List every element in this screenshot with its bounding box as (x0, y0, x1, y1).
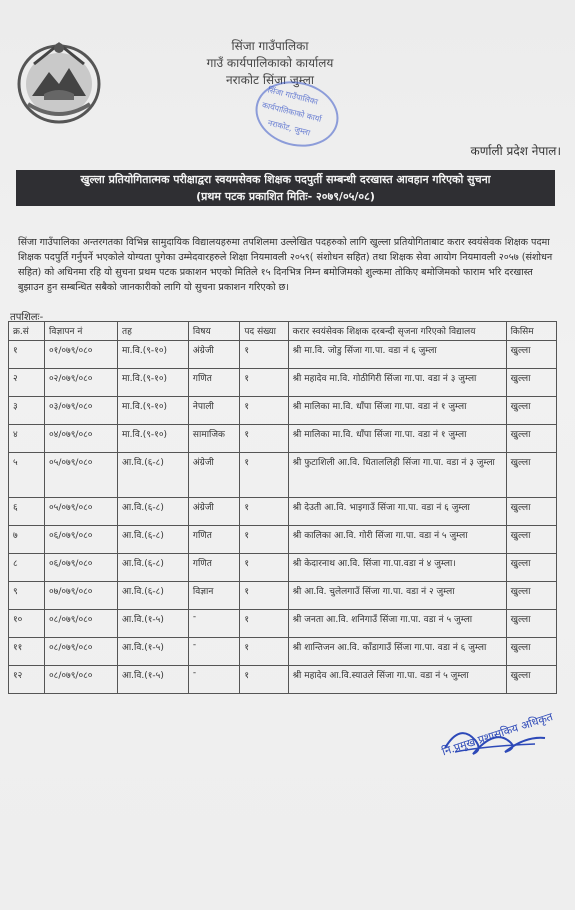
office-name: गाउँ कार्यपालिकाको कार्यालय (206, 56, 334, 70)
table-row: १० ०८/०७९/०८० आ.वि.(१-५) - १ श्री जनता आ.वि. शनिगाउँ सिंजा गा.पा. वडा नं ५ जुम्ला खुल्ला (9, 610, 557, 638)
table-row: १२ ०८/०७९/०८० आ.वि.(१-५) - १ श्री महादेव आ.वि.स्याउले सिंजा गा.पा. वडा नं ५ जुम्ला खुल्ला (9, 666, 557, 694)
table-row: ९ ०७/०७९/०८० आ.वि.(६-८) विज्ञान १ श्री आ.वि. चुलेलगाउँ सिंजा गा.पा. वडा नं २ जुम्ला खुल्ला (9, 582, 557, 610)
signatory-title: नि.प्रमुख प्रशासकिय अधिकृत (440, 710, 555, 759)
table-row: ८ ०६/०७९/०८० आ.वि.(६-८) गणित १ श्री केदारनाथ आ.वि. सिंजा गा.पा.वडा नं ४ जुम्ला। खुल्ला (9, 554, 557, 582)
table-row: २ ०२/०७९/०८० मा.वि.(९-१०) गणित १ श्री महादेव मा.वि. गोठीगिरी सिंजा गा.पा. वडा नं ३ जुम्ला खुल्ला (9, 369, 557, 397)
office-header (170, 38, 370, 89)
municipality-name: सिंजा गाउँपालिका (231, 39, 309, 53)
notice-title: खुल्ला प्रतियोगितात्मक परीक्षाद्वरा स्वयमसेवक शिक्षक पदपुर्ती सम्बन्धी दरखास्त आवहान गरिएको सुचना (80, 173, 491, 186)
vacancy-table (8, 321, 557, 694)
office-stamp: सिंजा गाउँपालिका कार्यपालिकाको कार्या नराकोट, जुम्ला (249, 73, 346, 155)
col-serial: क्र.सं (9, 322, 45, 341)
province-name: कर्णाली प्रदेश नेपाल। (470, 144, 561, 158)
table-row: ४ ०४/०७९/०८० मा.वि.(९-१०) सामाजिक १ श्री मालिका मा.वि. धाँपा सिंजा गा.पा. वडा नं १ जुम्ला खुल्ला (9, 425, 557, 453)
table-row: ७ ०६/०७९/०८० आ.वि.(६-८) गणित १ श्री कालिका आ.वि. गोरी सिंजा गा.पा. वडा नं ५ जुम्ला खुल्ला (9, 526, 557, 554)
col-post-count: पद संख्या (240, 322, 288, 341)
notice-subtitle: (प्रथम पटक प्रकाशित मितिः- २०७९/०५/०८) (196, 190, 375, 203)
col-level: तह (117, 322, 188, 341)
table-row: ५ ०५/०७९/०८० आ.वि.(६-८) अंग्रेजी १ श्री फुटाशिली आ.वि. धिताललिही सिंजा गा.पा. वडा नं ३ जुम्ला खुल्ला (9, 453, 557, 498)
details-label: तपशिलः- (10, 312, 44, 323)
col-subject: विषय (188, 322, 239, 341)
notice-body: सिंजा गाउँपालिका अन्तरगतका विभिन्न सामुदायिक विद्यालयहरुमा तपशिलमा उल्लेखित पदहरुको लागि खुल्ला प्रतियोगिताबाट करार स्वयंसेवक शिक्षक पदमा शिक्षक पदपुर्ति गर्नुपर्ने भएकोले योग्यता पुगेका उम्मेदवारहरुले शिक्षा नियमावली २०५९( संशोधन सहित) तथा शिक्षक सेवा आयोग नियमावली २०५७ (संशोधन सहित) को अधिनमा रहि यो सुचना प्रथम पटक प्रकाशन भएको मितिले १५ दिनभित्र निम्न बमोजिमको शुल्कमा तोकिए बमोजिमको फाराम भरि दरखास्त बुझाउन हुन सम्बन्धित सबैको जानकारीको लागि यो सुचना प्रकाशन गरिएको छ। (18, 237, 553, 293)
table-row: १ ०१/०७९/०८० मा.वि.(९-१०) अंग्रेजी १ श्री मा.वि. जोडु सिंजा गा.पा. वडा नं ६ जुम्ला खुल्ला (9, 341, 557, 369)
col-school: करार स्वयंसेवक शिक्षक दरबन्दी सृजना गरिएको विद्यालय (288, 322, 506, 341)
table-row: ३ ०३/०७९/०८० मा.वि.(९-१०) नेपाली १ श्री मालिका मा.वि. धाँपा सिंजा गा.पा. वडा नं १ जुम्ला खुल्ला (9, 397, 557, 425)
office-address: नराकोट सिंजा जुम्ला (225, 73, 315, 87)
notice-banner (16, 170, 555, 206)
col-ad-number: विज्ञापन नं (44, 322, 117, 341)
table-header-row (9, 322, 557, 341)
nepal-emblem-icon (14, 34, 104, 126)
table-row: ६ ०५/०७९/०८० आ.वि.(६-८) अंग्रेजी १ श्री देउती आ.वि. भाइगाउँ सिंजा गा.पा. वडा नं ६ जुम्ला खुल्ला (9, 498, 557, 526)
table-row: ११ ०८/०७९/०८० आ.वि.(१-५) - १ श्री शान्तिजन आ.वि. काँडागाउँ सिंजा गा.पा. वडा नं ६ जुम्ला खुल्ला (9, 638, 557, 666)
col-type: किसिम (506, 322, 556, 341)
